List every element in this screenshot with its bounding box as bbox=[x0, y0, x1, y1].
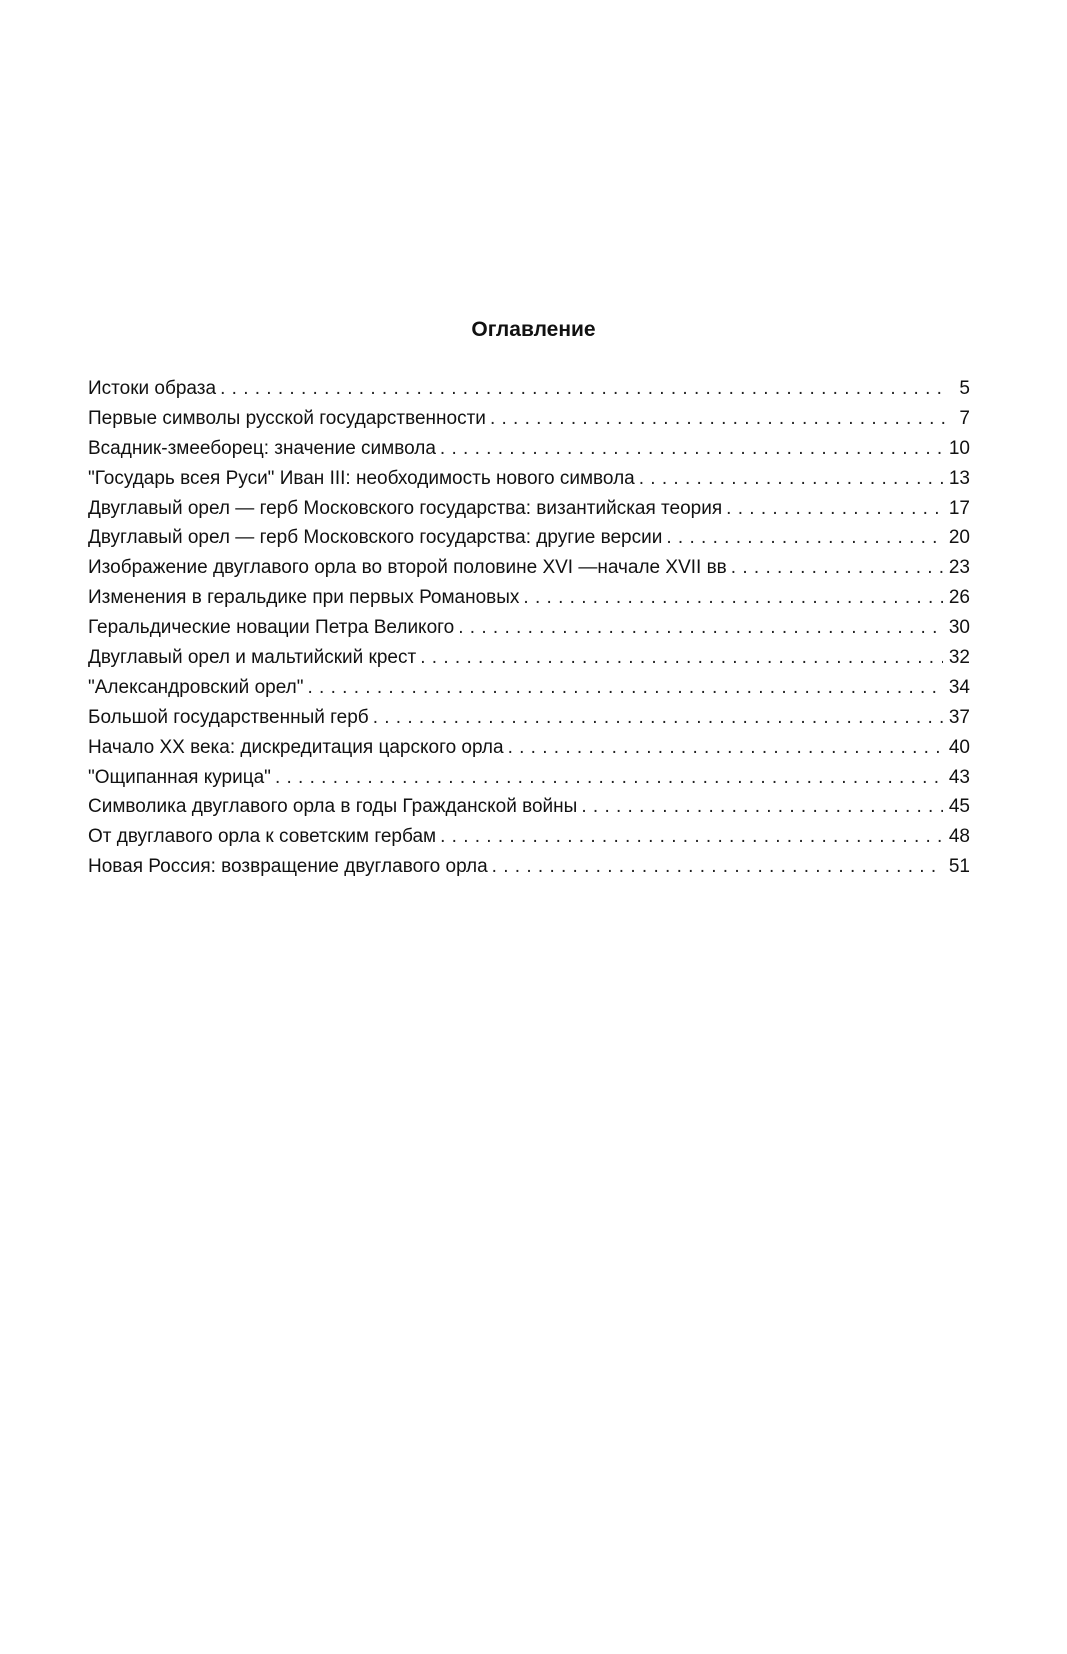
toc-entry-page: 51 bbox=[948, 856, 970, 878]
dot-leader bbox=[666, 523, 943, 553]
toc-entry-page: 48 bbox=[948, 826, 970, 848]
toc-entry[interactable] bbox=[88, 703, 970, 733]
table-of-contents bbox=[88, 374, 970, 882]
toc-entry-page: 23 bbox=[948, 557, 970, 579]
toc-entry-page: 10 bbox=[948, 437, 970, 459]
toc-entry-page: 20 bbox=[948, 527, 970, 549]
dot-leader bbox=[726, 494, 943, 524]
toc-entry[interactable] bbox=[88, 852, 970, 882]
toc-entry-title: Новая Россия: возвращение двуглавого орла bbox=[88, 856, 488, 878]
dot-leader bbox=[639, 464, 943, 494]
toc-entry-page: 5 bbox=[959, 378, 970, 399]
dot-leader bbox=[490, 404, 950, 434]
toc-entry-title: Истоки образа bbox=[88, 378, 217, 399]
toc-entry[interactable] bbox=[88, 583, 970, 613]
toc-entry-title: Двуглавый орел — герб Московского государства: византийская теория bbox=[88, 497, 723, 519]
toc-entry-title: От двуглавого орла к советским гербам bbox=[88, 826, 437, 848]
toc-entry[interactable] bbox=[88, 733, 970, 763]
toc-entry[interactable] bbox=[88, 464, 970, 494]
toc-entry-title: Первые символы русской государственности bbox=[88, 407, 486, 429]
toc-entry-page: 40 bbox=[948, 736, 970, 758]
toc-entry[interactable] bbox=[88, 404, 970, 434]
toc-entry-page: 13 bbox=[948, 467, 970, 489]
toc-entry[interactable] bbox=[88, 553, 970, 583]
dot-leader bbox=[373, 703, 943, 733]
toc-entry-page: 30 bbox=[948, 617, 970, 639]
toc-entry-title: Двуглавый орел — герб Московского государства: другие версии bbox=[88, 527, 663, 549]
toc-entry-title: "Александровский орел" bbox=[88, 676, 304, 698]
dot-leader bbox=[440, 822, 943, 852]
toc-entry-title: "Государь всея Руси" Иван III: необходимость нового символа bbox=[88, 467, 635, 489]
toc-entry-page: 43 bbox=[948, 766, 970, 788]
toc-entry[interactable] bbox=[88, 434, 970, 464]
dot-leader bbox=[307, 673, 942, 703]
dot-leader bbox=[492, 852, 943, 882]
toc-entry-title: Двуглавый орел и мальтийский крест bbox=[88, 647, 417, 669]
toc-entry[interactable] bbox=[88, 792, 970, 822]
toc-entry-title: Большой государственный герб bbox=[88, 706, 369, 728]
toc-entry-page: 45 bbox=[948, 796, 970, 818]
toc-entry[interactable] bbox=[88, 763, 970, 793]
toc-entry[interactable] bbox=[88, 374, 970, 404]
dot-leader bbox=[581, 792, 943, 822]
toc-entry-title: Начало XX века: дискредитация царского орла bbox=[88, 736, 504, 758]
toc-entry[interactable] bbox=[88, 523, 970, 553]
toc-entry[interactable] bbox=[88, 822, 970, 852]
dot-leader bbox=[420, 643, 943, 673]
dot-leader bbox=[440, 434, 943, 464]
toc-entry-page: 37 bbox=[948, 706, 970, 728]
dot-leader bbox=[220, 374, 950, 404]
toc-heading: Оглавление bbox=[471, 318, 596, 341]
dot-leader bbox=[275, 763, 943, 793]
toc-entry-title: Изменения в геральдике при первых Романовых bbox=[88, 587, 520, 609]
toc-entry[interactable] bbox=[88, 643, 970, 673]
dot-leader bbox=[523, 583, 942, 613]
toc-entry-title: Геральдические новации Петра Великого bbox=[88, 617, 455, 639]
toc-entry-page: 7 bbox=[959, 407, 970, 429]
toc-entry[interactable] bbox=[88, 673, 970, 703]
toc-entry-page: 26 bbox=[948, 587, 970, 609]
toc-entry-title: Изображение двуглавого орла во второй половине XVI —начале XVII вв bbox=[88, 557, 727, 579]
toc-entry-page: 32 bbox=[948, 647, 970, 669]
toc-entry-title: Символика двуглавого орла в годы Гражданской войны bbox=[88, 796, 578, 818]
toc-entry-page: 34 bbox=[948, 676, 970, 698]
dot-leader bbox=[731, 553, 943, 583]
toc-entry-title: "Ощипанная курица" bbox=[88, 766, 271, 788]
dot-leader bbox=[458, 613, 943, 643]
toc-entry[interactable] bbox=[88, 494, 970, 524]
toc-entry-page: 17 bbox=[948, 497, 970, 519]
toc-entry[interactable] bbox=[88, 613, 970, 643]
dot-leader bbox=[508, 733, 943, 763]
toc-entry-title: Всадник-змееборец: значение символа bbox=[88, 437, 436, 459]
